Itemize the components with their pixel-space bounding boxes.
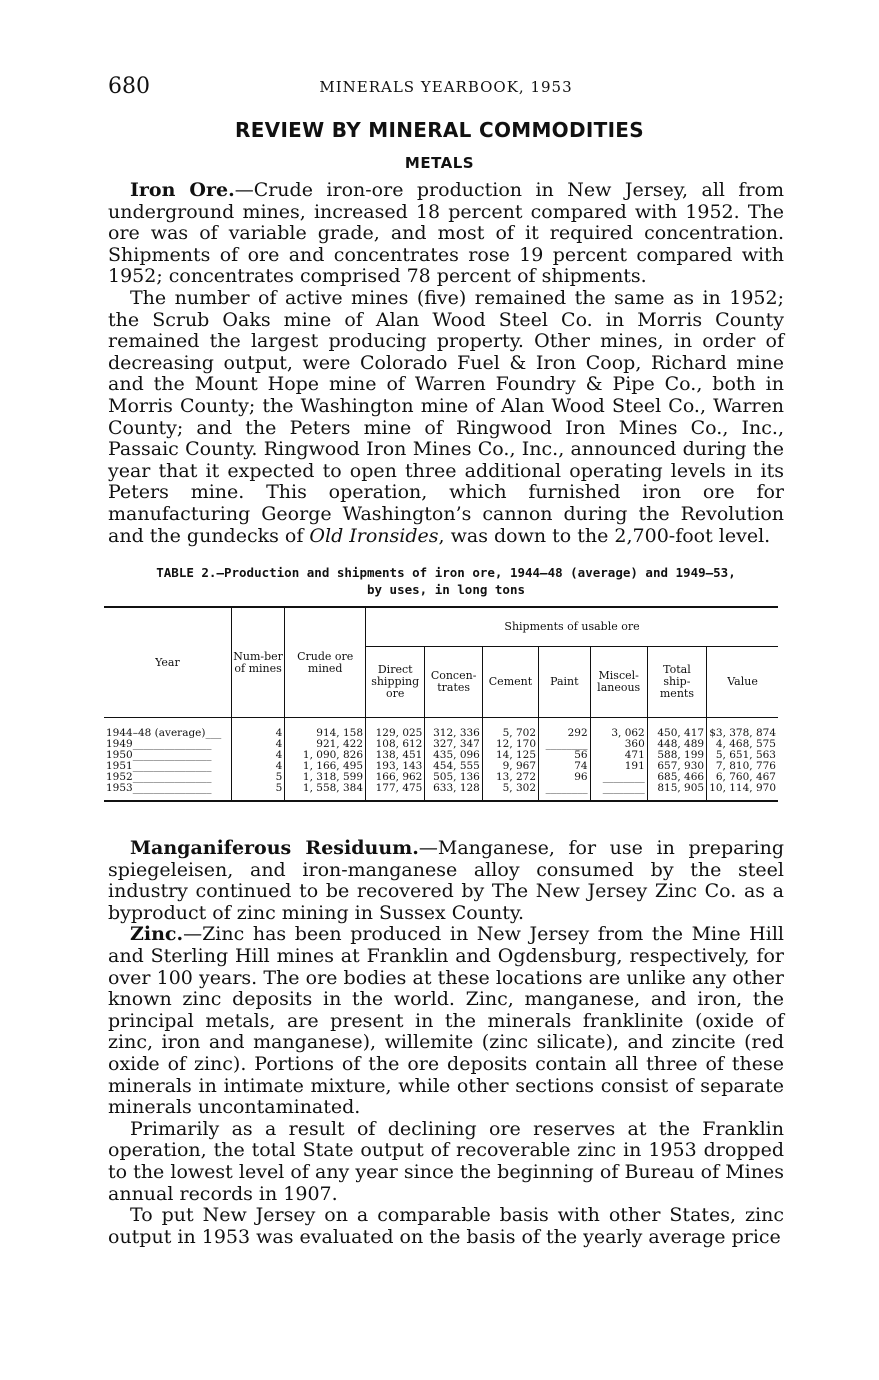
running-head <box>108 74 784 104</box>
table-body <box>104 718 778 802</box>
paragraph-text: The number of active mines (five) remained the same as in 1952; the Scrub Oaks mine of Alan Wood Steel Co. in Morris County remained the largest producing property. Other mines, in order of decreasing output, were Colorado Fuel & Iron Coop, Richard mine and the Mount Hope mine of Warren Foundry & Pipe Co., both in Morris County; the Washington mine of Alan Wood Steel Co., Warren County; and the Peters mine of Ringwood Iron Mines Co., Inc., Passaic County. Ringwood Iron Mines Co., Inc., announced during the year that it expected to open three additional operating levels in its Peters mine. This operation, which furnished iron ore for manufacturing George Washington’s cannon during the Revolution and the gundecks of <box>108 286 784 547</box>
residuum-zinc-section <box>108 838 784 1248</box>
paragraph-italic: Old Ironsides <box>309 524 439 547</box>
iron-ore-table <box>104 606 778 802</box>
paragraph-text: , was down to the 2,700-foot level. <box>438 524 771 547</box>
table-row <box>104 783 778 801</box>
paragraph-iron-ore-1 <box>108 180 784 288</box>
paragraph-text: —Crude iron-ore production in New Jersey, all from underground mines, increased 18 percent compared with 1952. The ore was of variable grade, and most of it required concentration. Shipments of ore and concentrates rose 19 percent compared with 1952; concentrates comprised 78 percent of shipments. <box>108 179 784 288</box>
data-table <box>104 606 778 802</box>
paragraph-lead: Manganiferous Residuum. <box>130 837 419 859</box>
page-number: 680 <box>108 74 150 99</box>
cell-misc: 191 <box>590 761 647 772</box>
cell-mines: 4 <box>231 750 285 761</box>
header-total: Total ship-ments <box>647 647 706 718</box>
cell-crude: 914, 158 <box>285 718 366 740</box>
cell-crude: 1, 318, 599 <box>285 772 366 783</box>
cell-paint: 74 <box>539 761 591 772</box>
cell-cement: 9, 967 <box>482 761 538 772</box>
cell-year: 1952_______________ <box>106 771 212 783</box>
cell-concentrates: 327, 347 <box>425 739 483 750</box>
cell-paint: 292 <box>539 718 591 740</box>
cell-paint: 56 <box>539 750 591 761</box>
cell-cement: 13, 272 <box>482 772 538 783</box>
cell-mines: 4 <box>231 761 285 772</box>
cell-cement: 14, 125 <box>482 750 538 761</box>
cell-total: 657, 930 <box>647 761 706 772</box>
header-value: Value <box>707 647 778 718</box>
cell-total: 450, 417 <box>647 718 706 740</box>
paragraph-manganiferous <box>108 838 784 924</box>
cell-misc: 360 <box>590 739 647 750</box>
cell-direct: 108, 612 <box>366 739 425 750</box>
cell-value: 5, 651, 563 <box>707 750 778 761</box>
cell-total: 588, 199 <box>647 750 706 761</box>
cell-direct: 166, 962 <box>366 772 425 783</box>
cell-value: 6, 760, 467 <box>707 772 778 783</box>
cell-mines: 5 <box>231 783 285 801</box>
cell-crude: 1, 090, 826 <box>285 750 366 761</box>
cell-mines: 4 <box>231 718 285 740</box>
cell-paint: 96 <box>539 772 591 783</box>
paragraph-zinc-1 <box>108 924 784 1118</box>
header-paint: Paint <box>539 647 591 718</box>
header-direct: Direct shipping ore <box>366 647 425 718</box>
subsection-title: METALS <box>404 154 475 172</box>
cell-mines: 5 <box>231 772 285 783</box>
cell-paint: ________ <box>539 739 591 750</box>
table-row <box>104 718 778 740</box>
table-caption-line: TABLE 2.—Production and shipments of iron ore, 1944–48 (average) and 1949–53, <box>156 565 736 580</box>
header-mines: Num-ber of mines <box>231 607 285 718</box>
header-crude: Crude ore mined <box>285 607 366 718</box>
cell-crude: 1, 166, 495 <box>285 761 366 772</box>
header-misc: Miscel-laneous <box>590 647 647 718</box>
header-cement: Cement <box>482 647 538 718</box>
cell-crude: 921, 422 <box>285 739 366 750</box>
cell-direct: 177, 475 <box>366 783 425 801</box>
cell-misc: ________ <box>590 772 647 783</box>
cell-concentrates: 312, 336 <box>425 718 483 740</box>
cell-year: 1953_______________ <box>104 783 231 801</box>
table-caption-line: by uses, in long tons <box>366 582 526 597</box>
cell-year: 1944–48 (average)___ <box>106 727 222 739</box>
cell-concentrates: 454, 555 <box>425 761 483 772</box>
cell-paint: ________ <box>539 783 591 801</box>
cell-concentrates: 633, 128 <box>425 783 483 801</box>
cell-total: 685, 466 <box>647 772 706 783</box>
cell-mines: 4 <box>231 739 285 750</box>
cell-cement: 5, 702 <box>482 718 538 740</box>
table-caption <box>108 564 784 598</box>
running-title: MINERALS YEARBOOK, 1953 <box>319 78 573 96</box>
iron-ore-section <box>108 180 784 547</box>
cell-misc: 471 <box>590 750 647 761</box>
cell-value: 10, 114, 970 <box>707 783 778 801</box>
paragraph-zinc-2: Primarily as a result of declining ore reserves at the Franklin operation, the total State output of recoverable zinc in 1953 dropped to the lowest level of any year since the beginning of Bureau of Mines annual records in 1907. <box>108 1117 784 1205</box>
paragraph-lead: Zinc. <box>130 923 184 946</box>
cell-misc: ________ <box>590 783 647 801</box>
cell-concentrates: 435, 096 <box>425 750 483 761</box>
header-concentrates: Concen-trates <box>425 647 483 718</box>
cell-year: 1949_______________ <box>106 738 212 750</box>
paragraph-text: —Manganese, for use in preparing spiegeleisen, and iron-manganese alloy consumed by the steel industry continued to be recovered by The New Jersey Zinc Co. as a byproduct of zinc mining in Sussex County. <box>108 837 784 924</box>
cell-misc: 3, 062 <box>590 718 647 740</box>
cell-year: 1951_______________ <box>106 760 212 772</box>
header-year: Year <box>104 607 231 718</box>
paragraph-text: —Zinc has been produced in New Jersey from the Mine Hill and Sterling Hill mines at Franklin and Ogdensburg, respectively, for over 100 years. The ore bodies at these locations are unlike any other known zinc deposits in the world. Zinc, manganese, and iron, the principal metals, are present in the minerals franklinite (oxide of zinc, iron and manganese), willemite (zinc silicate), and zincite (red oxide of zinc). Portions of the ore deposits contain all three of these minerals in intimate mixture, while other sections consist of separate minerals uncontaminated. <box>108 923 784 1119</box>
cell-value: 4, 468, 575 <box>707 739 778 750</box>
cell-cement: 5, 302 <box>482 783 538 801</box>
section-title: REVIEW BY MINERAL COMMODITIES <box>235 118 644 142</box>
cell-direct: 129, 025 <box>366 718 425 740</box>
cell-crude: 1, 558, 384 <box>285 783 366 801</box>
cell-value: $3, 378, 874 <box>707 718 778 740</box>
cell-value: 7, 810, 776 <box>707 761 778 772</box>
paragraph-zinc-3: To put New Jersey on a comparable basis with other States, zinc output in 1953 was evaluated on the basis of the yearly average price <box>108 1204 784 1248</box>
cell-concentrates: 505, 136 <box>425 772 483 783</box>
paragraph-lead: Iron Ore. <box>130 179 235 201</box>
cell-direct: 193, 143 <box>366 761 425 772</box>
cell-total: 448, 489 <box>647 739 706 750</box>
cell-year: 1950_______________ <box>106 749 212 761</box>
cell-cement: 12, 170 <box>482 739 538 750</box>
header-shipments-group: Shipments of usable ore <box>366 607 778 647</box>
cell-total: 815, 905 <box>647 783 706 801</box>
paragraph-iron-ore-2 <box>108 288 784 547</box>
cell-direct: 138, 451 <box>366 750 425 761</box>
table-header-row <box>104 607 778 647</box>
